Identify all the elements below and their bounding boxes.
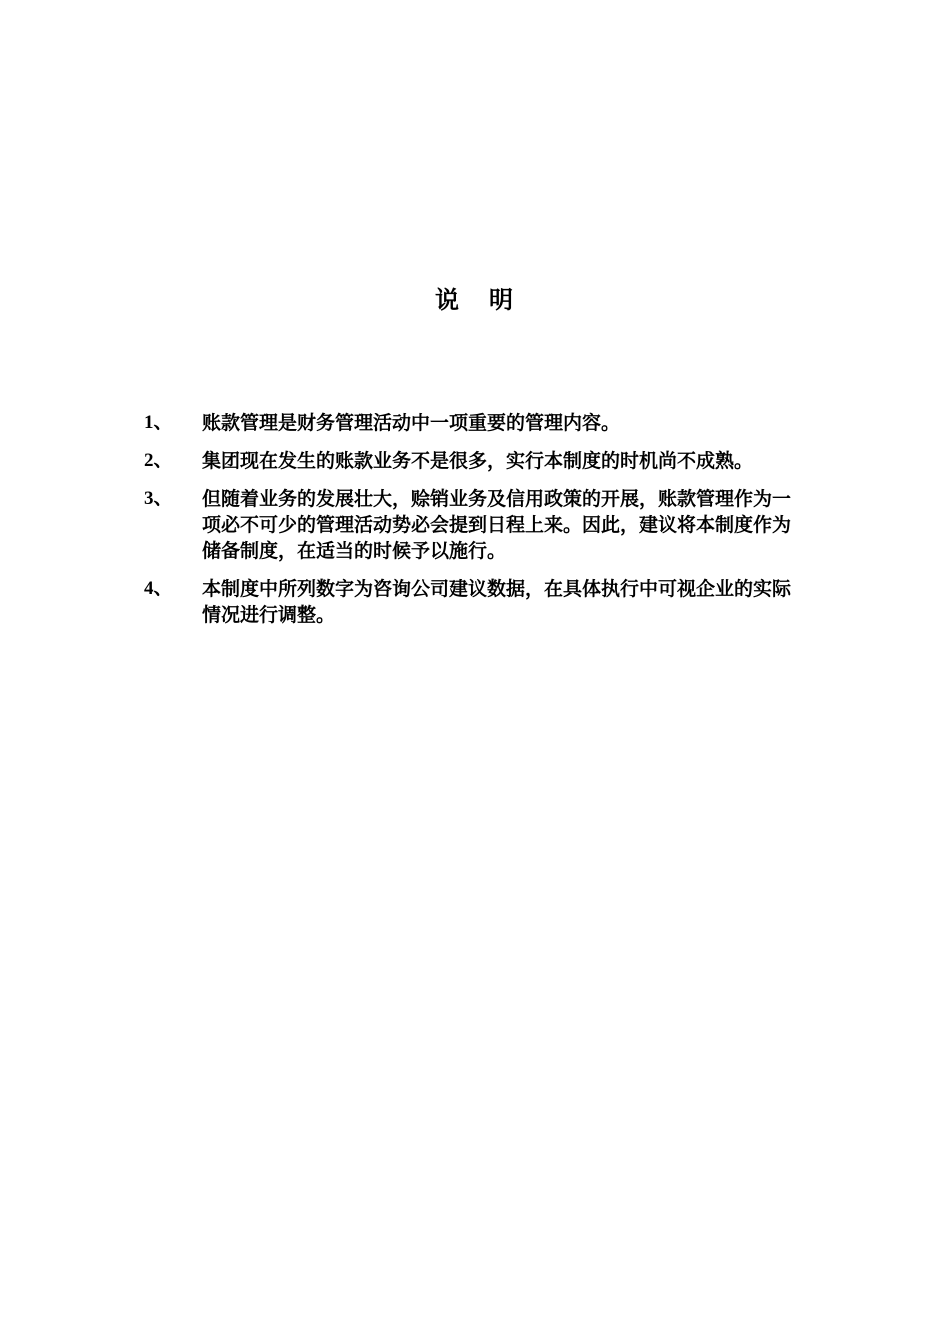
list-item xyxy=(0,448,950,474)
item-number: 4、 xyxy=(144,578,173,599)
item-text: 但随着业务的发展壮大，赊销业务及信用政策的开展，账款管理作为一项必不可少的管理活动势必会提到日程上来。因此，建议将本制度作为储备制度，在适当的时候予以施行。 xyxy=(202,488,792,562)
notes-list xyxy=(0,410,950,640)
item-number: 2、 xyxy=(144,450,173,471)
item-number: 3、 xyxy=(144,488,173,509)
title-char-1: 说 xyxy=(435,285,461,314)
item-number: 1、 xyxy=(144,412,173,433)
list-item xyxy=(0,410,950,436)
list-item xyxy=(0,486,950,564)
item-text: 账款管理是财务管理活动中一项重要的管理内容。 xyxy=(202,412,621,434)
list-item xyxy=(0,576,950,628)
item-text: 集团现在发生的账款业务不是很多，实行本制度的时机尚不成熟。 xyxy=(202,450,754,472)
title-char-2: 明 xyxy=(489,285,515,314)
page-title xyxy=(0,282,950,318)
item-text: 本制度中所列数字为咨询公司建议数据，在具体执行中可视企业的实际情况进行调整。 xyxy=(202,578,792,626)
